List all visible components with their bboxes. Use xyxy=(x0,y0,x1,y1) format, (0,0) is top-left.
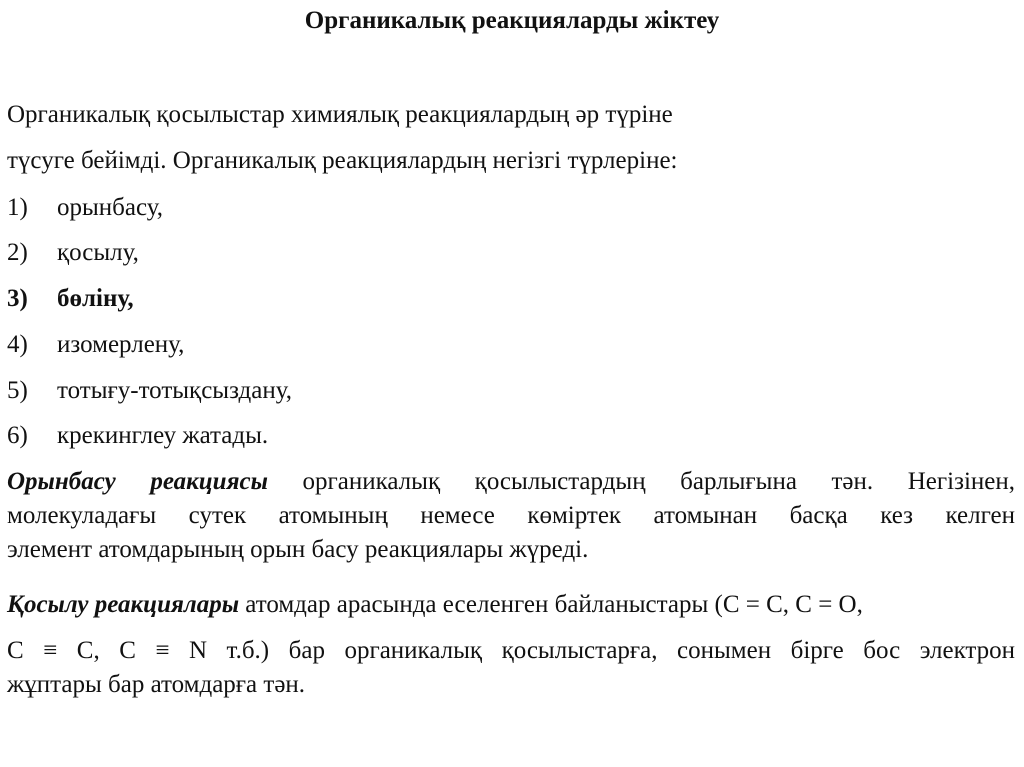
paragraph-line: молекуладағы сутек атомының немесе көміртек атомынан басқа кез келген xyxy=(7,502,1015,529)
term-addition: Қосылу реакциялары xyxy=(7,591,240,618)
paragraph-line: элемент атомдарының орын басу реакциялары жүреді. xyxy=(7,536,589,563)
paragraph-line: С ≡ С, С ≡ N т.б.) бар органикалық қосылыстарға, сонымен бірге бос электрон xyxy=(7,637,1015,664)
list-item-number: 4) xyxy=(7,331,28,358)
list-item xyxy=(7,284,1015,314)
list-item xyxy=(7,193,1015,223)
list-item xyxy=(7,238,1015,268)
paragraph-line xyxy=(7,588,1015,622)
list-item-text: тотығу-тотықсыздану, xyxy=(57,377,292,404)
list-item-number: 2) xyxy=(7,239,28,266)
list-item-number: 3) xyxy=(7,285,28,312)
paragraph-text: органикалық қосылыстардың барлығына тән. Негізінен, xyxy=(267,468,1016,495)
list-item-text: орынбасу, xyxy=(57,194,164,221)
list-item xyxy=(7,421,1015,451)
list-item-text: қосылу, xyxy=(57,239,139,266)
paragraph-substitution xyxy=(7,465,1015,567)
paragraph-addition xyxy=(7,588,1015,702)
paragraph-line: жұптары бар атомдарға тән. xyxy=(7,671,306,698)
list-item-number: 1) xyxy=(7,194,28,221)
list-item-number: 5) xyxy=(7,377,28,404)
paragraph-line xyxy=(7,465,1015,499)
document-title: Органикалық реакцияларды жіктеу xyxy=(304,7,720,34)
list-item-text: бөліну, xyxy=(57,285,134,312)
paragraph-text: атомдар арасында еселенген байланыстары (С = С, С = О, xyxy=(239,591,863,618)
list-item-number: 6) xyxy=(7,422,28,449)
list-item-text: изомерлену, xyxy=(57,331,185,358)
term-substitution: Орынбасу реакциясы xyxy=(7,468,268,495)
list-item xyxy=(7,376,1015,406)
intro-line-1: Органикалық қосылыстар химиялық реакциялардың әр түріне xyxy=(7,101,673,128)
list-item-text: крекинглеу жатады. xyxy=(57,422,269,449)
intro-line-2: түсуге бейімді. Органикалық реакциялардың негізгі түрлеріне: xyxy=(7,147,678,174)
list-item xyxy=(7,330,1015,360)
